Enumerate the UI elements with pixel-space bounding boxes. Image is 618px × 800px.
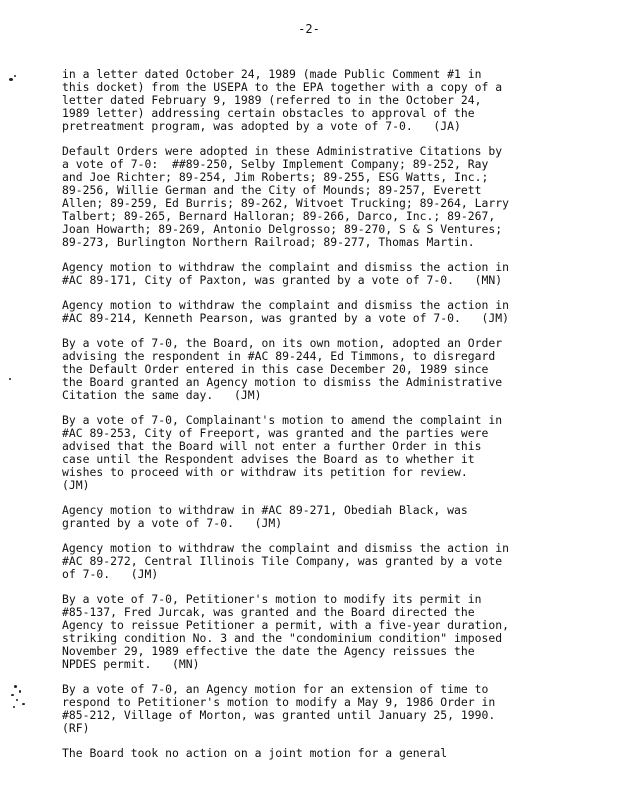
paragraph [62,145,540,249]
text-line: advised that the Board will not enter a further Order in this [62,439,482,453]
text-line: Citation the same day. (JM) [62,388,262,402]
paragraph [62,747,540,760]
text-line: the Default Order entered in this case December 20, 1989 since [62,362,489,376]
page-number: -2- [298,22,320,36]
paragraph [62,504,540,530]
text-line: Agency motion to withdraw the complaint and dismiss the action in [62,260,510,274]
text-line: striking condition No. 3 and the "condominium condition" imposed [62,631,503,645]
text-line: By a vote of 7-0, Complainant's motion to amend the complaint in [62,413,503,427]
text-line: Agency to reissue Petitioner a permit, with a five-year duration, [62,618,510,632]
text-line: #85-137, Fred Jurcak, was granted and the Board directed the [62,605,475,619]
text-line: advising the respondent in #AC 89-244, Ed Timmons, to disregard [62,349,496,363]
text-line: #85-212, Village of Morton, was granted until January 25, 1990. [62,708,496,722]
text-line: Talbert; 89-265, Bernard Halloran; 89-266, Darco, Inc.; 89-267, [62,209,496,223]
paragraph [62,299,540,325]
text-line: The Board took no action on a joint motion for a general [62,746,448,760]
text-line: and Joe Richter; 89-254, Jim Roberts; 89-255, ESG Watts, Inc.; [62,170,489,184]
text-line: November 29, 1989 effective the date the Agency reissues the [62,644,475,658]
text-line: By a vote of 7-0, an Agency motion for an extension of time to [62,682,489,696]
text-line: granted by a vote of 7-0. (JM) [62,516,283,530]
text-line: Agency motion to withdraw the complaint and dismiss the action in [62,541,510,555]
text-line: case until the Respondent advises the Board as to whether it [62,452,475,466]
text-line: #AC 89-214, Kenneth Pearson, was granted by a vote of 7-0. (JM) [62,311,510,325]
paragraph [62,337,540,402]
text-line: By a vote of 7-0, the Board, on its own motion, adopted an Order [62,336,503,350]
text-line: Allen; 89-259, Ed Burris; 89-262, Witvoet Trucking; 89-264, Larry [62,196,510,210]
text-line: 89-256, Willie German and the City of Mounds; 89-257, Everett [62,183,482,197]
text-line: this docket) from the USEPA to the EPA together with a copy of a [62,80,503,94]
text-line: NPDES permit. (MN) [62,657,200,671]
text-line: in a letter dated October 24, 1989 (made Public Comment #1 in [62,67,482,81]
text-line: 89-273, Burlington Northern Railroad; 89-277, Thomas Martin. [62,235,475,249]
text-line: #AC 89-272, Central Illinois Tile Company, was granted by a vote [62,554,503,568]
paragraph [62,414,540,492]
document-body [62,68,540,772]
text-line: pretreatment program, was adopted by a vote of 7-0. (JA) [62,119,461,133]
text-line: (RF) [62,721,90,735]
text-line: a vote of 7-0: ##89-250, Selby Implement Company; 89-252, Ray [62,157,489,171]
paragraph [62,542,540,581]
text-line: 1989 letter) addressing certain obstacles to approval of the [62,106,475,120]
text-line: letter dated February 9, 1989 (referred to in the October 24, [62,93,482,107]
text-line: wishes to proceed with or withdraw its petition for review. [62,465,468,479]
text-line: (JM) [62,478,90,492]
paragraph [62,261,540,287]
paragraph [62,683,540,735]
text-line: By a vote of 7-0, Petitioner's motion to modify its permit in [62,592,482,606]
text-line: Default Orders were adopted in these Administrative Citations by [62,144,503,158]
text-line: Joan Howarth; 89-269, Antonio Delgrosso; 89-270, S & S Ventures; [62,222,503,236]
text-line: #AC 89-171, City of Paxton, was granted by a vote of 7-0. (MN) [62,273,503,287]
text-line: #AC 89-253, City of Freeport, was granted and the parties were [62,426,489,440]
paragraph [62,68,540,133]
text-line: Agency motion to withdraw in #AC 89-271, Obediah Black, was [62,503,468,517]
text-line: respond to Petitioner's motion to modify a May 9, 1986 Order in [62,695,496,709]
text-line: the Board granted an Agency motion to dismiss the Administrative [62,375,503,389]
paragraph [62,593,540,671]
text-line: Agency motion to withdraw the complaint and dismiss the action in [62,298,510,312]
text-line: of 7-0. (JM) [62,567,159,581]
